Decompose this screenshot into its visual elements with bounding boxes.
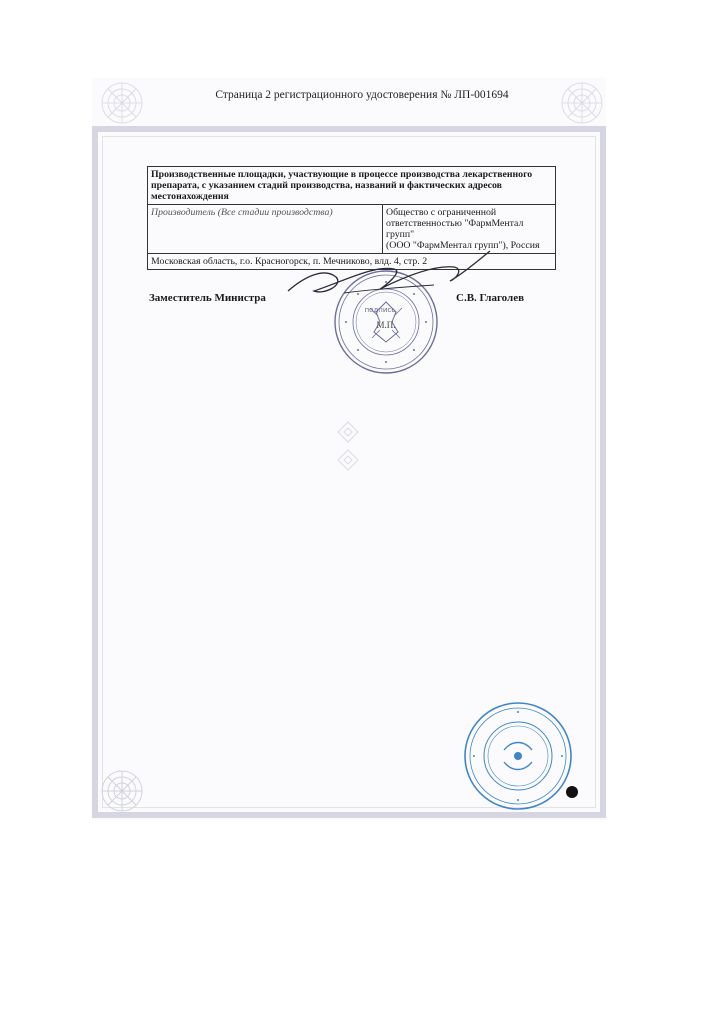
table-row bbox=[148, 167, 556, 205]
signatory-title: Заместитель Министра bbox=[149, 292, 266, 304]
company-line: (ООО "ФармМентал групп"), Россия bbox=[386, 240, 540, 251]
seal-label: подпись bbox=[364, 306, 396, 314]
company-line: Общество с ограниченной bbox=[386, 207, 497, 218]
corner-ornament-icon bbox=[96, 760, 148, 822]
corner-ornament-icon bbox=[556, 72, 608, 134]
corner-ornament-icon bbox=[96, 72, 148, 134]
signatory-name: С.В. Глаголев bbox=[456, 292, 525, 304]
center-ornament-icon bbox=[336, 420, 360, 474]
table-heading: Производственные площадки, участвующие в процессе производства лекарственного препарата, с указанием стадий производства, названий и фактических адресов местонахождения bbox=[148, 167, 556, 205]
producer-role: Производитель (Все стадии производства) bbox=[148, 205, 383, 254]
company-stamp bbox=[462, 700, 574, 812]
page-header: Страница 2 регистрационного удостоверения № ЛП-001694 bbox=[215, 89, 509, 101]
producer-address: Московская область, г.о. Красногорск, п. Мечниково, влд. 4, стр. 2 bbox=[148, 254, 556, 270]
handwritten-signature bbox=[284, 247, 494, 303]
company-line: ответственностью "ФармМентал групп" bbox=[386, 218, 524, 240]
punch-hole bbox=[566, 786, 578, 798]
seal-center-text: М.П. bbox=[376, 320, 396, 330]
